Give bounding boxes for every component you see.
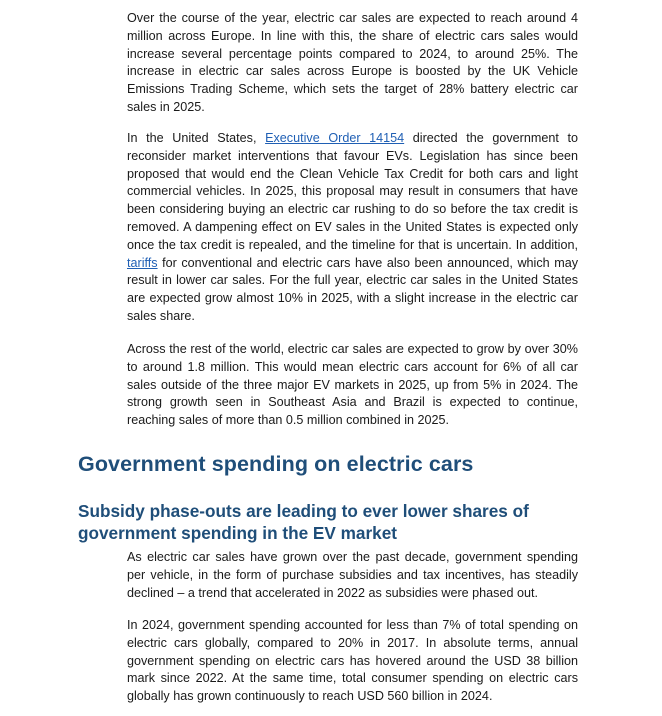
paragraph-rest-of-world: Across the rest of the world, electric car sales are expected to grow by over 30% to around 1.8 million. This would mean electric cars account for 6% of all car sales outside of the three major EV markets in 2025, up from 5% in 2024. The strong growth seen in Southeast Asia and Brazil is expected to continue, reaching sales of more than 0.5 million combined in 2025. xyxy=(127,342,578,428)
paragraph-spending-intro: As electric car sales have grown over the past decade, government spending per vehicle, in the form of purchase subsidies and tax incentives, has steadily declined – a trend that accelerated in 2022 as subsidies were phased out. xyxy=(127,550,578,600)
us-outlook-text-2: directed the government to reconsider market interventions that favour EVs. Legislation has since been proposed that would end the Clean Vehicle Tax Credit for both cars and light commercial vehicles. In 2025, this proposal may result in consumers that have been considering buying an electric car rushing to do so before the tax credit is removed. A dampening effect on EV sales in the United States is expected only once the tax credit is repealed, and the timeline for that is uncertain. In addition, xyxy=(127,131,578,252)
paragraph-europe-outlook: Over the course of the year, electric car sales are expected to reach around 4 million across Europe. In line with this, the share of electric cars sales would increase several percentage points compared to 2024, to around 25%. The increase in electric car sales across Europe is boosted by the UK Vehicle Emissions Trading Scheme, which sets the target of 28% battery electric car sales in 2025. xyxy=(127,11,578,114)
us-outlook-text-3: for conventional and electric cars have also been announced, which may result in lower car sales. For the full year, electric car sales in the United States are expected grow almost 10% in 2025, with a slight increase in the electric car sales share. xyxy=(127,255,578,323)
tariffs-link[interactable]: tariffs xyxy=(127,255,158,270)
section-heading: Government spending on electric cars xyxy=(78,452,474,476)
section-subheading: Subsidy phase-outs are leading to ever lower shares of government spending in the EV market xyxy=(78,501,529,543)
executive-order-link[interactable]: Executive Order 14154 xyxy=(265,131,405,145)
us-outlook-text-1: In the United States, xyxy=(127,131,266,145)
paragraph-us-outlook xyxy=(127,130,578,326)
paragraph-spending-2024: In 2024, government spending accounted for less than 7% of total spending on electric cars globally, compared to 20% in 2017. In absolute terms, annual government spending on electric cars has hovered around the USD 38 billion mark since 2022. At the same time, total consumer spending on electric cars globally has grown continuously to reach USD 560 billion in 2024. xyxy=(127,618,578,704)
